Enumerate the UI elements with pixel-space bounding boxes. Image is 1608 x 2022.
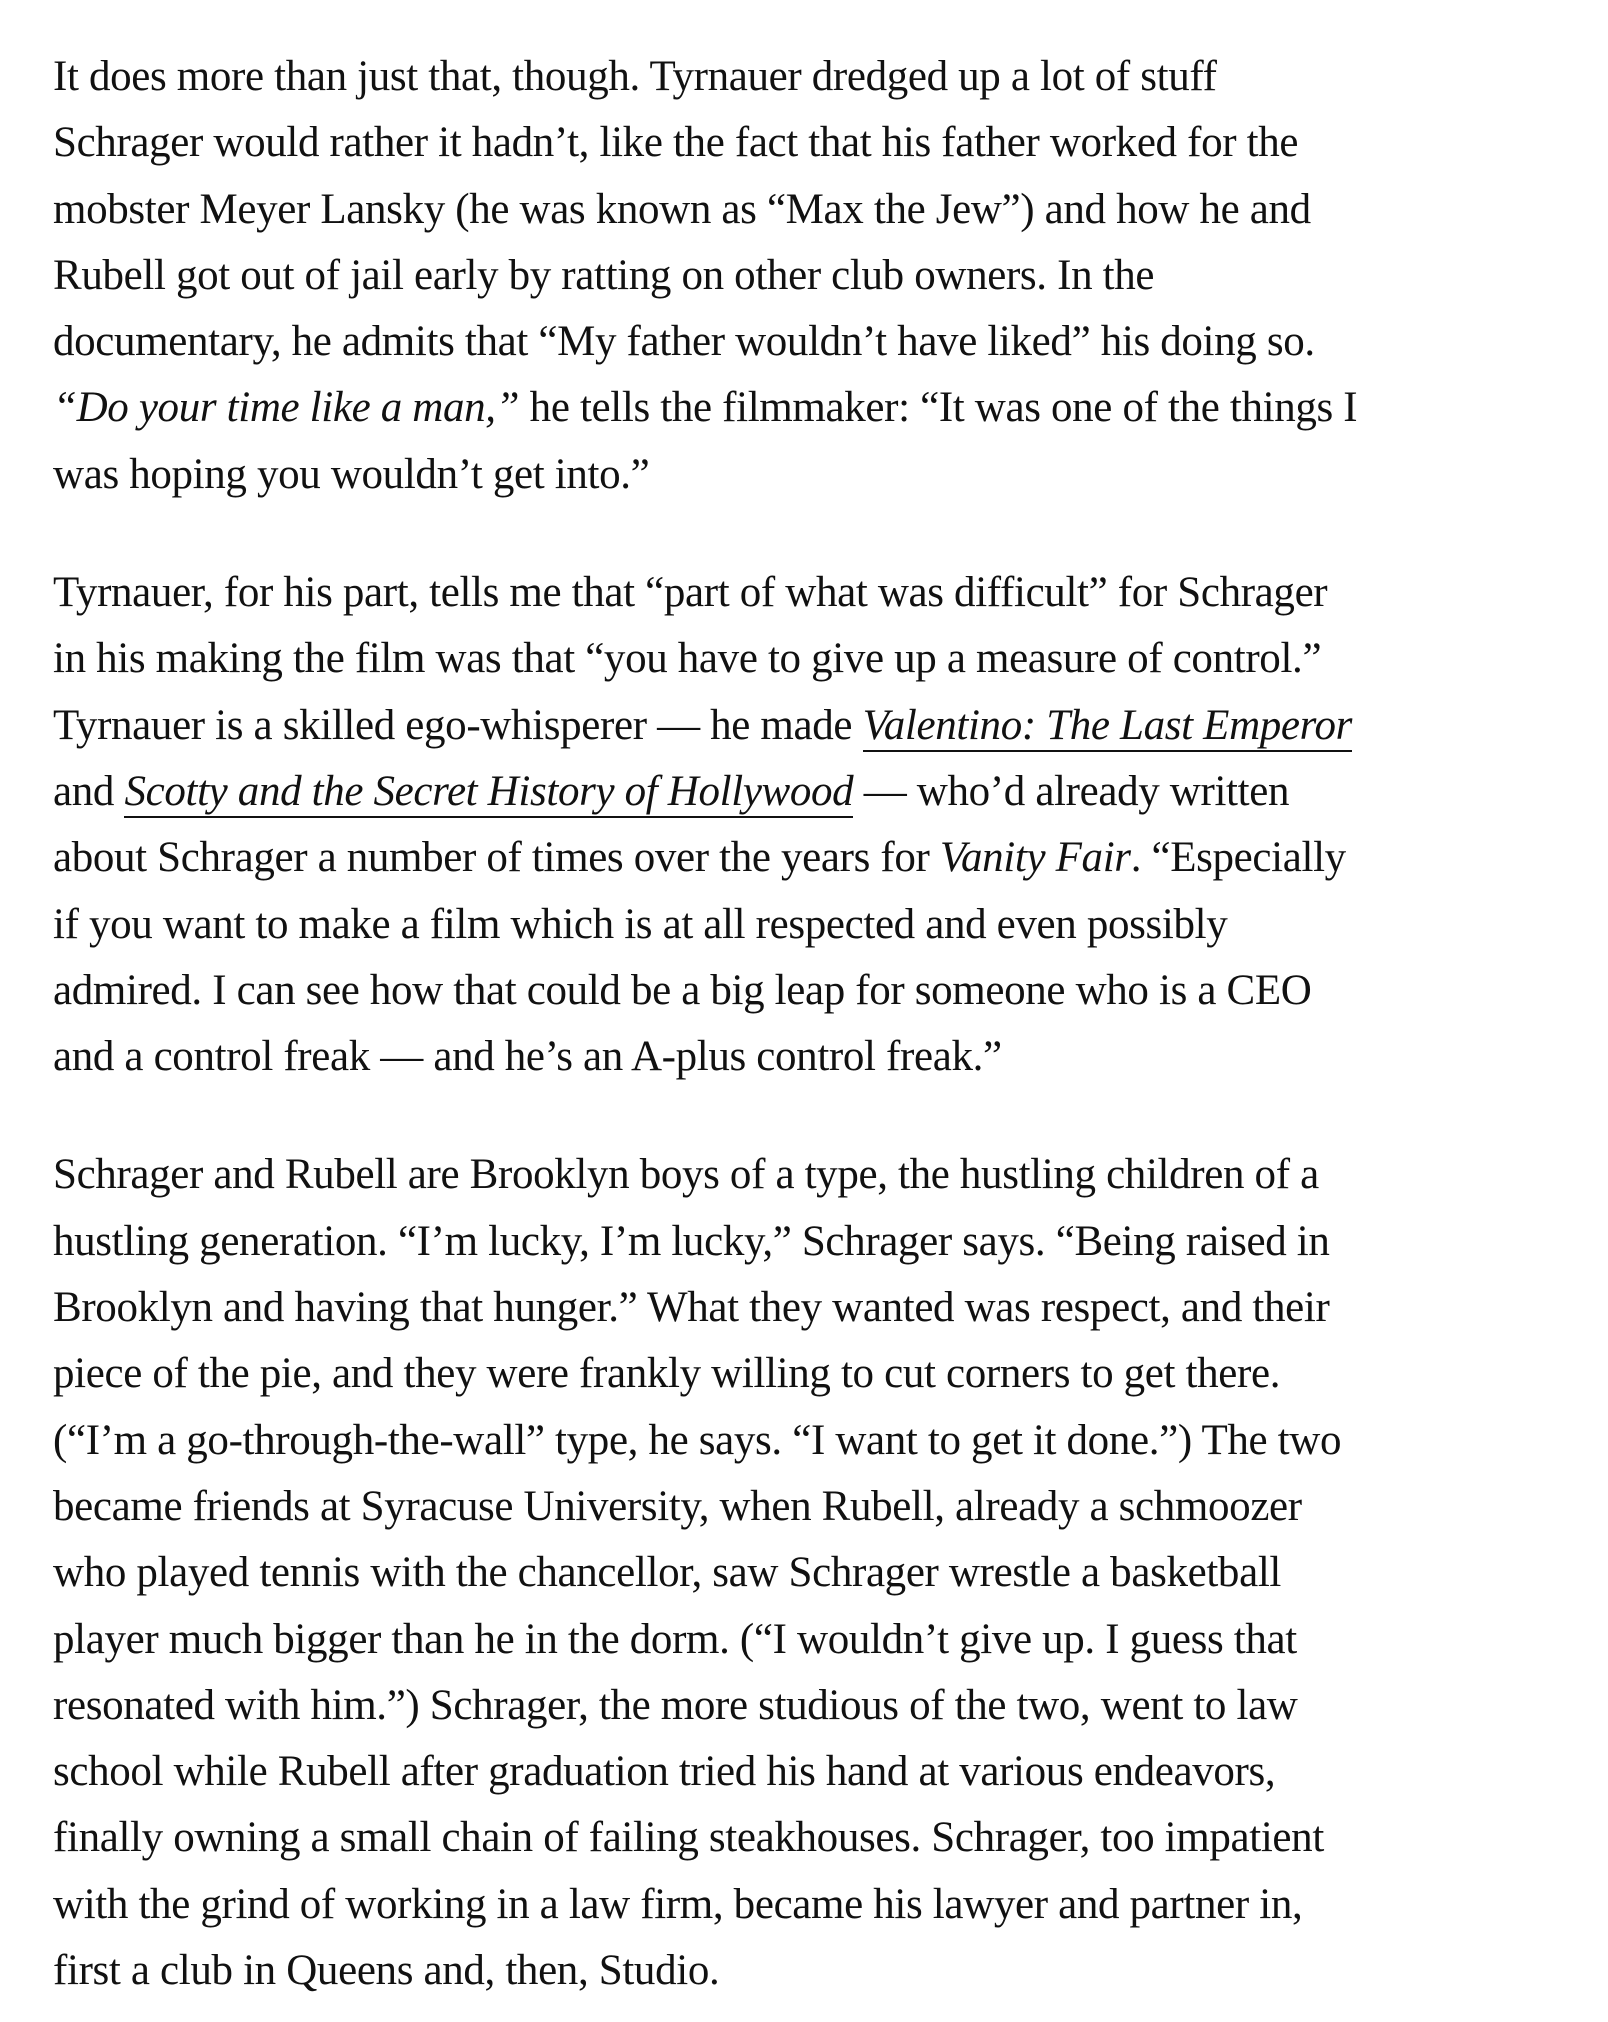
text-line: player much bigger than he in the dorm. (“I wouldn’t give up. I guess that (53, 1615, 1297, 1663)
text-fragment: — who’d already written (853, 767, 1290, 815)
text-line: Rubell got out of jail early by ratting on other club owners. In the (53, 251, 1155, 299)
publication-name: Vanity Fair (939, 834, 1131, 882)
paragraph-1 (53, 44, 1573, 508)
text-fragment: he tells the filmmaker: “It was one of the things I (519, 384, 1358, 432)
text-line: hustling generation. “I’m lucky, I’m lucky,” Schrager says. “Being raised in (53, 1217, 1330, 1265)
text-line: school while Rubell after graduation tried his hand at various endeavors, (53, 1748, 1276, 1796)
text-line: piece of the pie, and they were frankly willing to cut corners to get there. (53, 1350, 1281, 1398)
text-fragment: Tyrnauer is a skilled ego-whisperer — he made (53, 701, 863, 749)
text-line: (“I’m a go-through-the-wall” type, he says. “I want to get it done.”) The two (53, 1416, 1342, 1464)
text-fragment: about Schrager a number of times over the years for (53, 834, 940, 882)
text-fragment: . “Especially (1130, 834, 1346, 882)
text-line: with the grind of working in a law firm, became his lawyer and partner in, (53, 1880, 1303, 1928)
text-line: Schrager would rather it hadn’t, like the fact that his father worked for the (53, 119, 1299, 167)
text-line: and a control freak — and he’s an A-plus control freak.” (53, 1033, 1002, 1081)
text-line: Tyrnauer, for his part, tells me that “part of what was difficult” for Schrager (53, 569, 1328, 617)
text-line: finally owning a small chain of failing steakhouses. Schrager, too impatient (53, 1814, 1324, 1862)
text-line: mobster Meyer Lansky (he was known as “Max the Jew”) and how he and (53, 185, 1311, 233)
text-line: who played tennis with the chancellor, saw Schrager wrestle a basketball (53, 1549, 1282, 1597)
link-title: Valentino: The Last Emperor (862, 701, 1352, 749)
italic-quote: “Do your time like a man,” (53, 384, 520, 432)
text-line: Brooklyn and having that hunger.” What they wanted was respect, and their (53, 1284, 1330, 1332)
text-line: was hoping you wouldn’t get into.” (53, 450, 650, 498)
text-line (53, 825, 1573, 891)
article-body (53, 44, 1573, 2004)
scotty-film-link[interactable] (124, 768, 853, 818)
text-line (53, 693, 1573, 759)
paragraph-3 (53, 1142, 1573, 2004)
text-line (53, 759, 1573, 825)
link-title: Scotty and the Secret History of Hollywood (124, 767, 854, 815)
text-line: in his making the film was that “you have to give up a measure of control.” (53, 635, 1322, 683)
text-line: if you want to make a film which is at all respected and even possibly (53, 900, 1228, 948)
text-fragment: and (53, 767, 125, 815)
paragraph-2 (53, 560, 1573, 1090)
valentino-film-link[interactable] (863, 702, 1352, 752)
text-line: documentary, he admits that “My father wouldn’t have liked” his doing so. (53, 318, 1315, 366)
text-line: It does more than just that, though. Tyrnauer dredged up a lot of stuff (53, 53, 1217, 100)
text-line: became friends at Syracuse University, when Rubell, already a schmoozer (53, 1482, 1302, 1530)
text-line: admired. I can see how that could be a big leap for someone who is a CEO (53, 966, 1312, 1014)
text-line: first a club in Queens and, then, Studio. (53, 1947, 720, 1995)
text-line: resonated with him.”) Schrager, the more studious of the two, went to law (53, 1681, 1298, 1729)
text-line: Schrager and Rubell are Brooklyn boys of a type, the hustling children of a (53, 1151, 1319, 1199)
text-line (53, 375, 1573, 441)
